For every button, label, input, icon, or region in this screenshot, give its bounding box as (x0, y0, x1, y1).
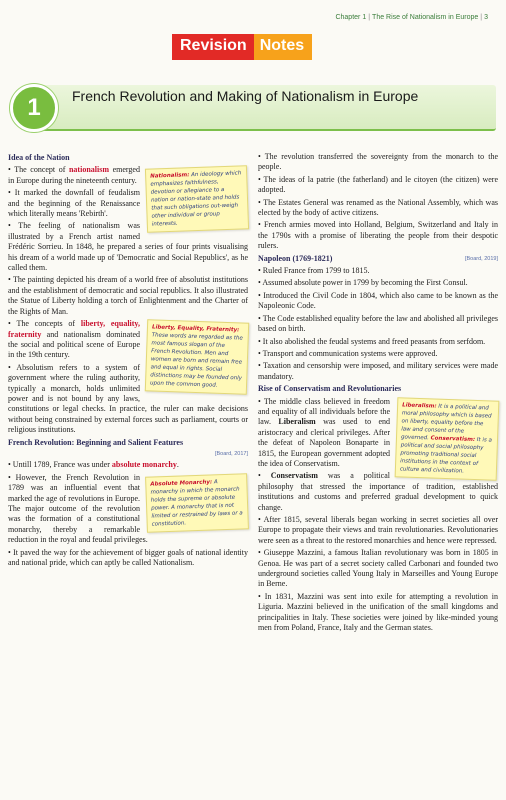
paragraph: • The concept of nationalism emerged in Europe during the nineteenth century. (8, 165, 140, 185)
note-term: Liberalism: (402, 401, 437, 410)
banner-word-notes: Notes (254, 34, 312, 60)
header-title: The Rise of Nationalism in Europe (372, 14, 479, 21)
paragraph: • The concepts of liberty, equality, fraternity and nationalism dominated the social and political scene of Europe in the 19th century. (8, 319, 140, 360)
board-tag: [Board, 2019] (464, 255, 498, 262)
sticky-note-liberty-equality-fraternity (145, 319, 249, 395)
left-column (8, 152, 248, 570)
paragraph: • French armies moved into Holland, Belgium, Switzerland and Italy in the 1790s with a promise of liberating the people from their despotic rulers. (258, 220, 498, 251)
paragraph: • After 1815, several liberals began working in secret societies all over Europe to propagate their views and train revolutionaries. Revolutionaries were seen as a threat to the restored monarchies and hence were repressed. (258, 515, 498, 545)
note-term: Nationalism: (150, 172, 190, 181)
paragraph: • The revolution transferred the sovereignty from the monarch to the people. (258, 152, 498, 172)
header-page-number: 3 (484, 14, 488, 21)
chapter-title: French Revolution and Making of Nationalism in Europe (72, 88, 419, 104)
heading-french-revolution: French Revolution: Beginning and Salient Features (8, 437, 184, 447)
paragraph: • It also abolished the feudal systems and freed peasants from serfdom. (258, 336, 486, 346)
note-term: Absolute Monarchy: (150, 479, 213, 488)
paragraph: • In 1831, Mazzini was sent into exile for attempting a revolution in Liguria. Mazzini believed in the unification of the small kingdoms and principalities in Italy. These societies were joined by like-minded young men from Poland, France, Italy and the German states. (258, 591, 498, 633)
revision-notes-banner (172, 34, 312, 60)
chapter-number-badge: 1 (10, 84, 58, 132)
paragraph: • The feeling of nationalism was illustrated by a French artist named Frédéric Sorrieu. In 1848, he prepared a series of four prints visualising his dream of a world made up of 'Democratic and Social Republics', as he called them. (8, 221, 248, 273)
paragraph: • The painting depicted his dream of a world free of absolutist institutions and the establishment of democratic and social republics. It also illustrated the Statue of Liberty holding a torch of Enlightenment and the Charter of the Rights of Man. (8, 275, 248, 316)
note-text: It is a political and moral philosophy which is based on liberty, equality before the law and consent of the governed. (400, 403, 492, 441)
board-tag: [Board, 2017] (214, 450, 248, 457)
paragraph: • Introduced the Civil Code in 1804, which also came to be known as the Napoleonic Code. (258, 290, 498, 311)
heading-napoleon: Napoleon (1769-1821) [Board, 2019] (258, 253, 498, 263)
paragraph: • The ideas of la patrie (the fatherland) and le citoyen (the citizen) were adopted. (258, 174, 498, 195)
heading-idea-of-nation: Idea of the Nation (8, 153, 70, 162)
paragraph: • The middle class believed in freedom and equality of all individuals before the law. Liberalism was used to end aristocracy and clerical privileges. After the defeat of Napoleon Bonaparte in 1815, the European government adopted the idea of Conservatism. (258, 396, 391, 468)
banner-word-revision: Revision (172, 34, 254, 60)
note-text: An ideology which emphasizes faithfulness, devotion or allegiance to a nation or nation-state and holds that such obligations out-weigh other individual or group interests. (150, 170, 242, 228)
paragraph: • Giuseppe Mazzini, a famous Italian revolutionary was born in 1805 in Genoa. He was part of a secret society called Carbonari and founded two underground societies called Young Italy in Marseilles and Young Europe in Berne. (258, 548, 498, 589)
paragraph: • However, the French Revolution in 1789 was an influential event that marked the age of revolutions in Europe. The major outcome of the revolution was the formation of a constitutional monarchy, thereby a remarkable reduction in the royal and feudal privileges. (8, 472, 148, 545)
paragraph: • Untill 1789, France was under absolute monarchy. (8, 460, 179, 470)
paragraph: • It marked the downfall of feudalism and the beginning of the Renaissance which literally means 'Rebirth'. (8, 188, 140, 219)
note-text: It is a political and social philosophy promoting traditional social institutions in the context of culture and civilization. (399, 436, 492, 475)
paragraph: • Ruled France from 1799 to 1815. (258, 266, 370, 276)
note-text: These words are regarded as the most famous slogan of the French Revolution. Men and women are born and remain free and equal in rights. Social distinctions may be founded only upon the common good. (149, 332, 243, 389)
sticky-note-nationalism (145, 166, 249, 234)
paragraph: • Taxation and censorship were imposed, and military services were made mandatory. (258, 361, 498, 381)
paragraph: • It paved the way for the achievement of bigger goals of national identity and national pride, which can aptly be called Nationalism. (8, 547, 248, 568)
right-column (258, 152, 498, 635)
sticky-note-liberalism-conservatism (395, 397, 500, 481)
chapter-heading (10, 85, 496, 129)
heading-rise-of-conservatism: Rise of Conservatism and Revolutionaries (258, 384, 402, 394)
paragraph: • The Code established equality before the law and abolished all privileges based on birth. (258, 313, 498, 334)
paragraph: • Assumed absolute power in 1799 by becoming the First Consul. (258, 278, 468, 288)
paragraph: • Conservatism was a political philosophy that stressed the importance of tradition, established institutions and customs and preferred gradual development to quick change. (258, 471, 498, 512)
note-text: A monarchy in which the monarch holds the supreme or absolute power. A monarchy that is not limited or restrained by laws or a constitution. (150, 479, 243, 528)
sticky-note-absolute-monarchy (145, 473, 249, 533)
note-term: Conservatism: (430, 434, 476, 443)
paragraph: • Absolutism refers to a system of government where the ruling authority, typically a monarch, holds unlimited power and is not bound by any laws, constitutions or legal checks. In practice, the ruler can make decisions without being constrained by external forces such as parliament, courts or religious institutions. (8, 362, 248, 435)
header-chapter: Chapter 1 (335, 14, 367, 21)
paragraph: • Transport and communication systems were approved. (258, 348, 438, 358)
running-header: Chapter 1 | The Rise of Nationalism in Europe | 3 (335, 14, 488, 21)
note-term: Liberty, Equality, Fraternity: (151, 324, 240, 334)
paragraph: • The Estates General was renamed as the National Assembly, which was elected by the body of active citizens. (258, 197, 498, 218)
